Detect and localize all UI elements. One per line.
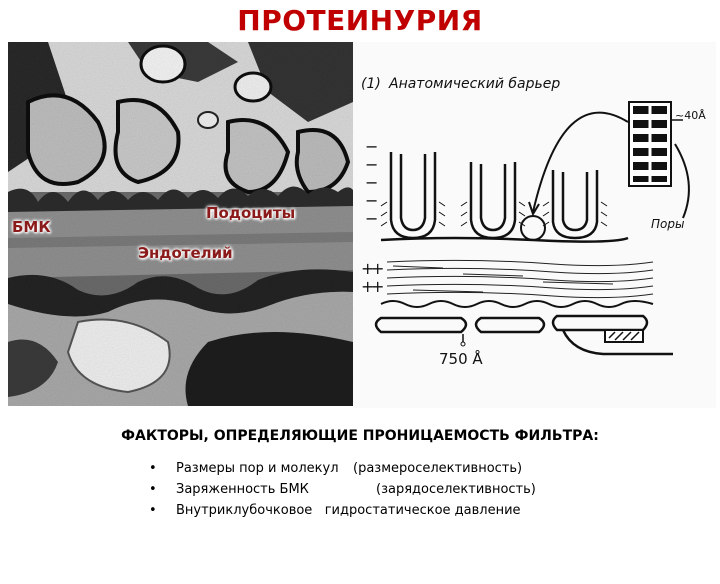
svg-text:+: +: [361, 277, 375, 296]
micrograph-image: [8, 42, 353, 406]
page-title: ПРОТЕИНУРИЯ: [237, 4, 483, 37]
foot-processes: [391, 152, 597, 238]
inset-size-label: ~40Å: [675, 109, 706, 122]
list-item: • Заряженность БМК (зарядоселективность): [155, 479, 675, 500]
factors-heading: ФАКТОРЫ, ОПРЕДЕЛЯЮЩИЕ ПРОНИЦАЕМОСТЬ ФИЛЬТРА:: [121, 428, 599, 444]
svg-text:+: +: [371, 277, 385, 296]
svg-text:−: −: [365, 155, 379, 174]
foot-bristles: [381, 202, 607, 226]
slit-diaphragm-marker: [521, 216, 545, 240]
diagram-heading-number: (1): [361, 76, 381, 92]
gbm-label: БМК: [12, 218, 51, 236]
basement-membrane: [387, 260, 653, 297]
pore-inset: [629, 102, 706, 186]
figure-panel: [8, 42, 716, 408]
scale-label: 750 Å: [439, 350, 483, 368]
bullet-icon: •: [149, 503, 157, 518]
barrier-diagram-drawing: [353, 42, 716, 408]
svg-text:+: +: [371, 259, 385, 278]
positive-charges: [361, 259, 384, 296]
list-item: • Внутриклубочковое гидростатическое давление: [155, 500, 675, 521]
pores-label: Поры: [651, 217, 685, 231]
barrier-diagram: [353, 42, 716, 408]
negative-charges: [365, 137, 378, 228]
factors-list: [149, 458, 675, 521]
endothelium-label: Эндотелий: [138, 244, 233, 262]
svg-text:+: +: [361, 259, 375, 278]
diagram-heading: Анатомический барьер: [389, 76, 561, 92]
electron-micrograph: [8, 42, 353, 406]
svg-text:−: −: [365, 209, 379, 228]
bullet-icon: •: [149, 461, 157, 476]
list-item: • Размеры пор и молекул (размероселективность): [155, 458, 675, 479]
podocytes-label: Подоциты: [206, 204, 296, 222]
svg-text:−: −: [365, 137, 379, 156]
bullet-icon: •: [149, 482, 157, 497]
svg-text:−: −: [365, 173, 379, 192]
svg-text:−: −: [365, 191, 379, 210]
